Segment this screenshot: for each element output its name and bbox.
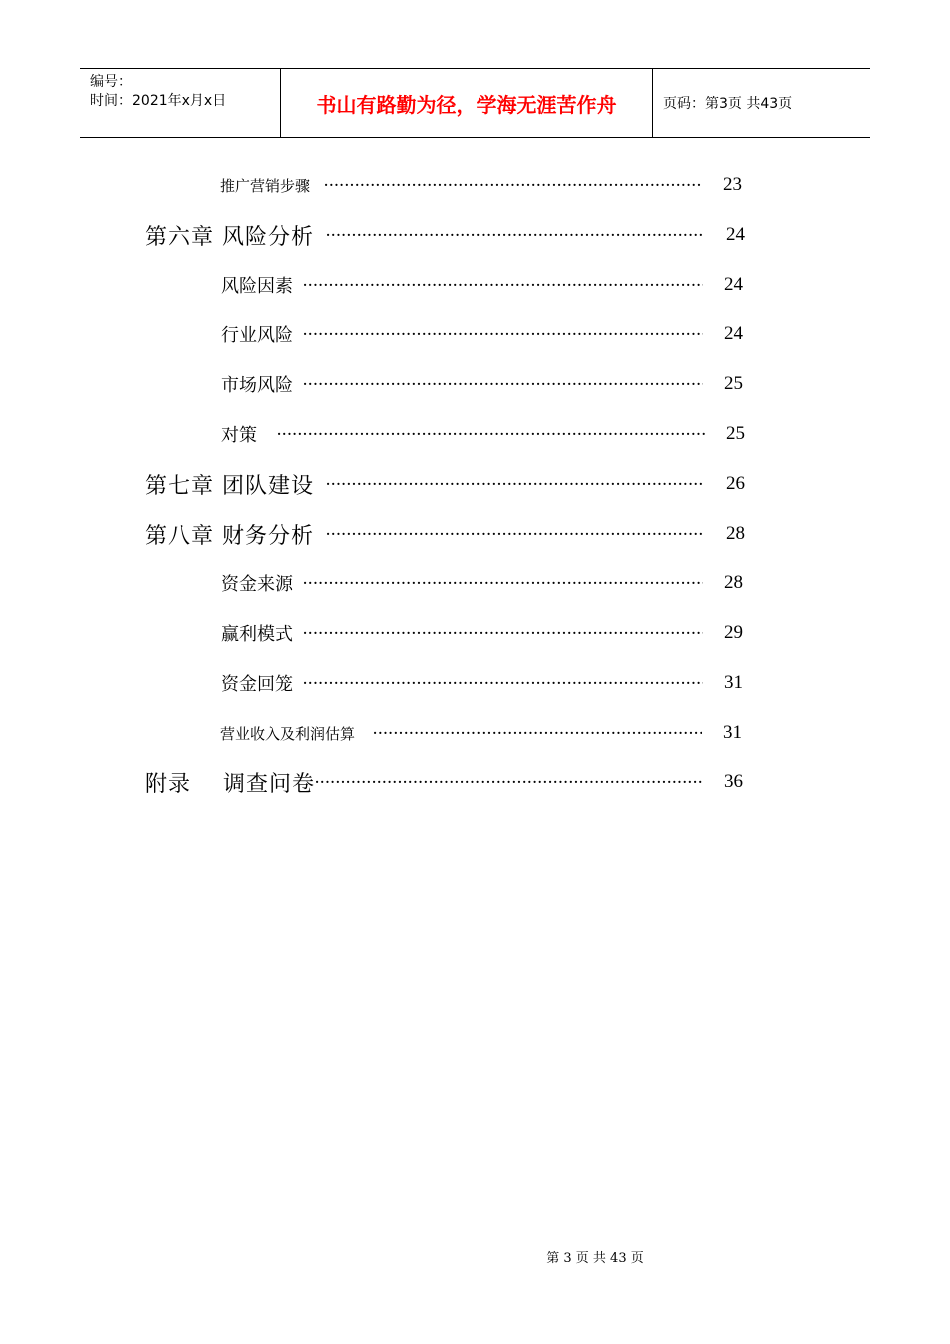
toc-entry[interactable] bbox=[220, 720, 742, 746]
toc-entry-page: 24 bbox=[726, 224, 745, 245]
toc-leader-dots bbox=[314, 527, 705, 541]
toc-entry[interactable] bbox=[220, 172, 742, 198]
toc-entry-page: 24 bbox=[724, 323, 743, 344]
toc-entry-title: 营业收入及利润估算 bbox=[220, 724, 356, 743]
toc-entry-title: 推广营销步骤 bbox=[220, 176, 311, 195]
toc-entry-title: 风险因素 bbox=[221, 276, 293, 297]
toc-entry[interactable] bbox=[221, 420, 745, 448]
toc-leader-dots bbox=[293, 576, 703, 590]
document-number-label: 编号： bbox=[90, 74, 132, 90]
toc-leader-dots bbox=[293, 278, 703, 292]
toc-chapter-entry[interactable] bbox=[145, 519, 745, 549]
toc-entry-title: 赢利模式 bbox=[221, 624, 293, 645]
toc-leader-dots bbox=[315, 775, 703, 789]
toc-leader-dots bbox=[314, 228, 705, 242]
toc-entry[interactable] bbox=[221, 669, 743, 697]
header-motto: 书山有路勤为径，学海无涯苦作舟 bbox=[316, 92, 617, 117]
header-page-label: 页码：第3页 共43页 bbox=[663, 96, 793, 112]
toc-entry[interactable] bbox=[221, 370, 743, 398]
page-header bbox=[80, 68, 870, 138]
header-motto-cell bbox=[281, 69, 653, 137]
toc-chapter-entry[interactable] bbox=[145, 469, 745, 499]
toc-entry-title: 资金回笼 bbox=[221, 674, 293, 695]
toc-entry-page: 31 bbox=[723, 722, 742, 743]
toc-entry-page: 24 bbox=[724, 274, 743, 295]
toc-entry-title: 附录 调查问卷 bbox=[145, 771, 315, 797]
toc-entry-page: 25 bbox=[726, 423, 745, 444]
toc-entry-title: 资金来源 bbox=[221, 574, 293, 595]
header-meta-cell bbox=[80, 69, 281, 137]
toc-entry-page: 23 bbox=[723, 174, 742, 195]
toc-entry-title: 第七章 团队建设 bbox=[145, 473, 314, 499]
toc-entry-title: 市场风险 bbox=[221, 375, 293, 396]
toc-appendix-entry[interactable] bbox=[145, 767, 743, 797]
page-footer bbox=[0, 1247, 950, 1266]
toc-entry[interactable] bbox=[221, 619, 743, 647]
footer-page-number: 第 3 页 共 43 页 bbox=[546, 1251, 644, 1266]
toc-entry-page: 28 bbox=[724, 572, 743, 593]
toc-entry[interactable] bbox=[221, 569, 743, 597]
toc-entry[interactable] bbox=[221, 271, 743, 299]
toc-leader-dots bbox=[293, 676, 703, 690]
toc-leader-dots bbox=[314, 477, 705, 491]
toc-chapter-entry[interactable] bbox=[145, 220, 745, 250]
toc-leader-dots bbox=[293, 327, 703, 341]
toc-entry-page: 28 bbox=[726, 523, 745, 544]
toc-entry-page: 25 bbox=[724, 373, 743, 394]
toc-leader-dots bbox=[355, 726, 702, 740]
toc-entry-title: 对策 bbox=[221, 425, 257, 446]
header-page-cell bbox=[653, 69, 870, 137]
document-date-label: 时间：2021年x月x日 bbox=[90, 93, 227, 109]
toc-leader-dots bbox=[293, 377, 703, 391]
toc-entry[interactable] bbox=[221, 320, 743, 348]
toc-entry-page: 29 bbox=[724, 622, 743, 643]
toc-leader-dots bbox=[293, 626, 703, 640]
toc-entry-page: 31 bbox=[724, 672, 743, 693]
toc-entry-page: 26 bbox=[726, 473, 745, 494]
toc-leader-dots bbox=[310, 178, 702, 192]
toc-entry-title: 第六章 风险分析 bbox=[145, 224, 314, 250]
toc-entry-page: 36 bbox=[724, 771, 743, 792]
toc-entry-title: 行业风险 bbox=[221, 325, 293, 346]
toc-entry-title: 第八章 财务分析 bbox=[145, 523, 314, 549]
toc-leader-dots bbox=[257, 427, 705, 441]
